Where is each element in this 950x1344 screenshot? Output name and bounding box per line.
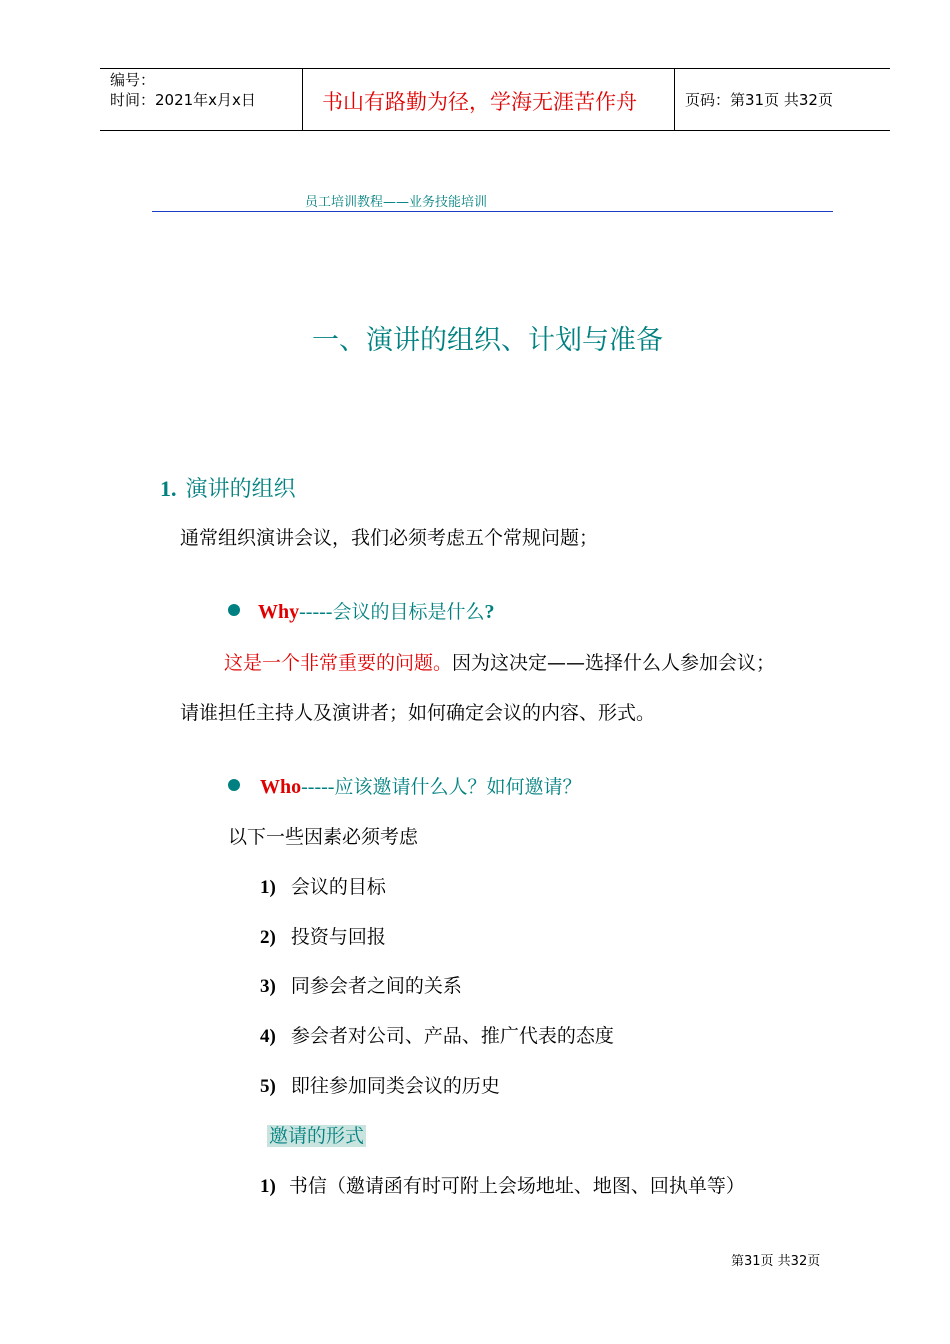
page-footer: 第31页 共32页 [731, 1254, 821, 1269]
section-heading [160, 472, 296, 503]
header-divider-left [302, 68, 303, 130]
subheader-rule [152, 211, 833, 212]
why-question: 会议的目标是什么 [332, 601, 485, 623]
list-item [260, 1171, 745, 1198]
header-motto: 书山有路勤为径，学海无涯苦作舟 [322, 90, 637, 114]
why-paragraph-line1 [224, 648, 775, 675]
list-item [260, 872, 386, 899]
list-item-number: 3) [260, 976, 276, 997]
list-item-number: 4) [260, 1026, 276, 1047]
why-question-mark: ? [484, 601, 495, 623]
list-item-text: 参会者对公司、产品、推广代表的态度 [290, 1025, 614, 1047]
list-item [260, 1071, 500, 1098]
list-item-number: 1) [260, 877, 276, 898]
why-heading [258, 597, 494, 624]
header-divider-right [674, 68, 675, 130]
list-item-number: 2) [260, 927, 276, 948]
who-heading [260, 772, 581, 799]
why-keyword: Why [258, 601, 300, 623]
list-item-text: 会议的目标 [290, 876, 386, 898]
list-item-number: 1) [260, 1176, 276, 1197]
list-item [260, 922, 386, 949]
list-item-text: 即往参加同类会议的历史 [290, 1075, 500, 1097]
bullet-icon [228, 779, 240, 791]
bullet-icon [228, 604, 240, 616]
page-title: 一、演讲的组织、计划与准备 [312, 325, 663, 356]
list-item [260, 1021, 614, 1048]
who-dashes: ----- [301, 776, 335, 798]
why-paragraph-line2: 请谁担任主持人及演讲者；如何确定会议的内容、形式。 [180, 702, 656, 724]
list-item-text: 书信（邀请函有时可附上会场地址、地图、回执单等） [288, 1175, 745, 1197]
header-top-rule [100, 68, 890, 69]
factors-intro: 以下一些因素必须考虑 [228, 826, 419, 848]
section-title: 演讲的组织 [185, 477, 296, 502]
invite-heading-text: 邀请的形式 [269, 1125, 365, 1147]
header-bottom-rule [100, 130, 890, 131]
why-dashes: ----- [299, 601, 333, 623]
list-item [260, 971, 462, 998]
invite-heading [267, 1121, 366, 1148]
list-item-text: 投资与回报 [290, 926, 386, 948]
who-keyword: Who [260, 776, 302, 798]
why-paragraph-rest: 因为这决定——选择什么人参加会议； [452, 652, 776, 674]
intro-paragraph: 通常组织演讲会议，我们必须考虑五个常规问题； [180, 527, 599, 549]
section-number: 1. [160, 476, 177, 501]
subheader-text: 员工培训教程——业务技能培训 [305, 195, 488, 210]
list-item-number: 5) [260, 1076, 276, 1097]
header-time-label: 时间：2021年x月x日 [110, 91, 256, 109]
why-paragraph-highlight: 这是一个非常重要的问题。 [224, 652, 453, 674]
header-page-label: 页码：第31页 共32页 [685, 91, 833, 109]
who-question: 应该邀请什么人？如何邀请？ [334, 776, 582, 798]
list-item-text: 同参会者之间的关系 [290, 975, 462, 997]
header-serial-label: 编号： [110, 71, 156, 89]
